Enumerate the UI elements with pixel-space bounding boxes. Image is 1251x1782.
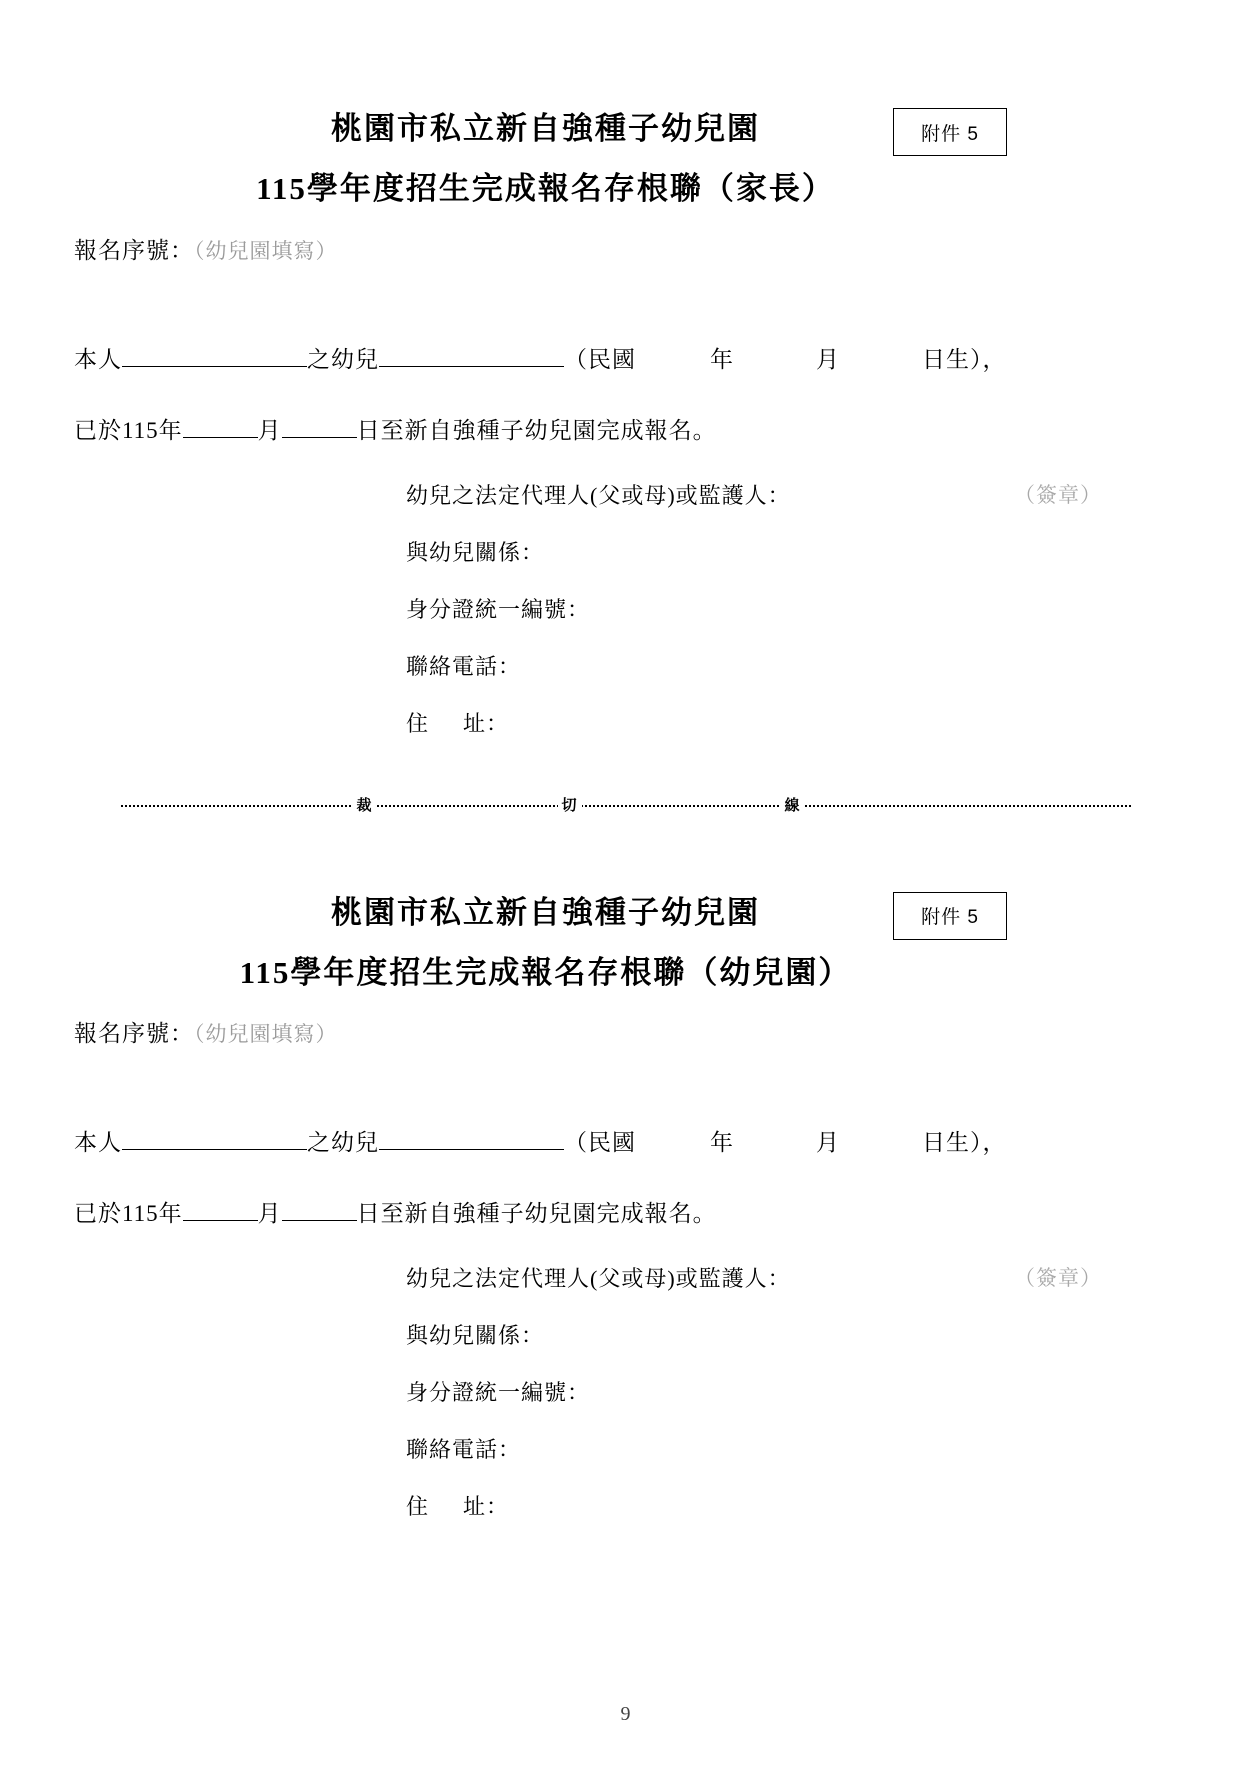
declaration-mid2: （民國: [564, 1130, 636, 1156]
field-address-label-a: 住: [406, 1494, 430, 1520]
field-address: [406, 1490, 1251, 1521]
declaration-line-2: [74, 412, 1251, 445]
field-address-label-b: 址：: [463, 1494, 510, 1520]
field-relationship: [406, 536, 1251, 567]
birth-month-label: 月: [816, 346, 840, 372]
registration-month-blank[interactable]: [183, 417, 258, 438]
field-address-label-b: 址：: [463, 710, 510, 736]
child-name-blank[interactable]: [379, 1129, 564, 1150]
cut-line-char-2: 切: [558, 794, 582, 815]
attachment-badge-label: 附件 5: [921, 123, 979, 145]
field-address: [406, 707, 1251, 738]
guardian-fields-1: [406, 479, 1251, 738]
seal-hint: （簽章）: [1014, 1266, 1102, 1291]
form-title-line2: 115學年度招生完成報名存根聯（幼兒園）: [239, 954, 852, 990]
field-legal-guardian: [406, 479, 1251, 510]
declaration-line-1: [74, 1124, 1251, 1157]
registration-day-blank[interactable]: [282, 417, 357, 438]
registration-month-label: 月: [257, 1201, 282, 1227]
field-relationship: [406, 1319, 1251, 1350]
guardian-name-blank[interactable]: [122, 346, 307, 367]
child-name-blank[interactable]: [379, 346, 564, 367]
field-legal-guardian-label: 幼兒之法定代理人(父或母)或監護人：: [406, 482, 791, 508]
attachment-badge-1: [893, 108, 1007, 156]
cut-line-char-1: 裁: [353, 794, 377, 815]
serial-number-label: 報名序號：: [74, 237, 194, 263]
birth-day-label: 日生），: [922, 346, 1007, 372]
registration-year-label: 已於115年: [74, 1201, 183, 1227]
field-id-number-label: 身分證統一編號：: [406, 596, 591, 622]
registration-month-blank[interactable]: [183, 1200, 258, 1221]
form-title-line2: 115學年度招生完成報名存根聯（家長）: [256, 170, 835, 206]
page-number: 9: [620, 1703, 631, 1725]
registration-year-label: 已於115年: [74, 417, 183, 443]
field-address-label-a: 住: [406, 710, 430, 736]
field-phone: [406, 1433, 1251, 1464]
serial-number-row: [74, 1015, 1251, 1048]
field-id-number-label: 身分證統一編號：: [406, 1380, 591, 1406]
guardian-name-blank[interactable]: [122, 1129, 307, 1150]
birth-month-label: 月: [816, 1130, 840, 1156]
registration-day-blank[interactable]: [282, 1200, 357, 1221]
birth-year-label: 年: [710, 346, 734, 372]
declaration-mid1: 之幼兒: [307, 1130, 379, 1156]
field-phone: [406, 650, 1251, 681]
field-legal-guardian-label: 幼兒之法定代理人(父或母)或監護人：: [406, 1266, 791, 1292]
coupon-section-parent: [0, 0, 1251, 818]
serial-number-row: [74, 232, 1251, 265]
form-title-line1: 桃園市私立新自強種子幼兒園: [331, 111, 760, 146]
coupon-section-school: [0, 818, 1251, 1522]
registration-month-label: 月: [257, 417, 282, 443]
birth-day-label: 日生），: [922, 1130, 1007, 1156]
field-id-number: [406, 1376, 1251, 1407]
cut-line-divider: [121, 794, 1131, 818]
birth-year-label: 年: [710, 1130, 734, 1156]
field-phone-label: 聯絡電話：: [406, 1437, 522, 1463]
attachment-badge-2: [893, 892, 1007, 940]
serial-number-label: 報名序號：: [74, 1021, 194, 1047]
declaration-line-1: [74, 341, 1251, 374]
seal-hint: （簽章）: [1014, 482, 1102, 507]
cut-line-dashes: [121, 805, 1131, 807]
guardian-fields-2: [406, 1262, 1251, 1521]
cut-line-char-3: 線: [781, 794, 805, 815]
declaration-mid1: 之幼兒: [307, 346, 379, 372]
declaration-prefix: 本人: [74, 1130, 122, 1156]
attachment-badge-label: 附件 5: [921, 907, 979, 929]
registration-tail-label: 日至新自強種子幼兒園完成報名。: [356, 1201, 717, 1227]
declaration-prefix: 本人: [74, 346, 122, 372]
field-relationship-label: 與幼兒關係：: [406, 539, 545, 565]
serial-number-hint: （幼兒園填寫）: [194, 1022, 338, 1047]
field-phone-label: 聯絡電話：: [406, 653, 522, 679]
field-legal-guardian: [406, 1262, 1251, 1293]
field-id-number: [406, 593, 1251, 624]
form-title-line1: 桃園市私立新自強種子幼兒園: [331, 894, 760, 930]
registration-tail-label: 日至新自強種子幼兒園完成報名。: [356, 417, 717, 443]
declaration-mid2: （民國: [564, 346, 636, 372]
serial-number-hint: （幼兒園填寫）: [194, 238, 338, 263]
declaration-line-2: [74, 1195, 1251, 1228]
field-relationship-label: 與幼兒關係：: [406, 1323, 545, 1349]
